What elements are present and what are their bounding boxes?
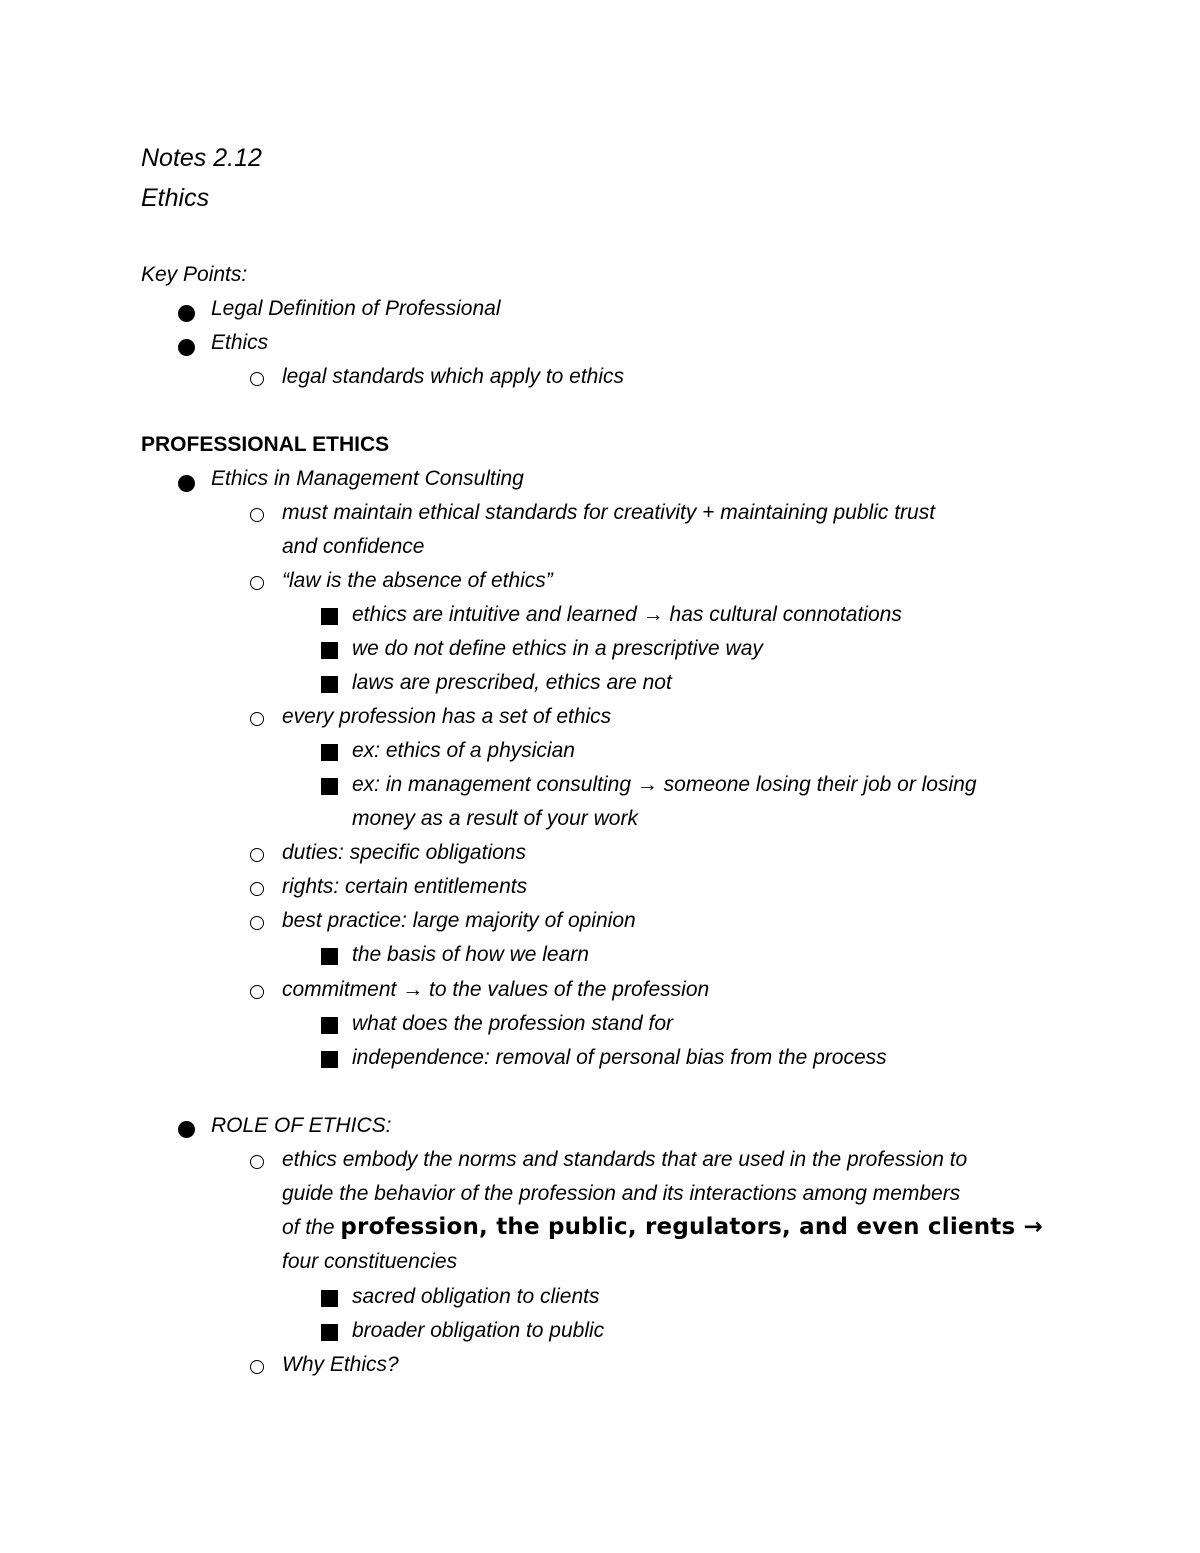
page-title: Notes 2.12 xyxy=(141,144,262,172)
square-bullet-icon xyxy=(321,608,338,625)
list-item: ROLE OF ETHICS: xyxy=(211,1114,392,1137)
square-bullet-icon xyxy=(321,778,338,795)
list-item: independence: removal of personal bias from the process xyxy=(352,1046,887,1069)
list-item-continuation: four constituencies xyxy=(282,1250,458,1273)
list-item: Why Ethics? xyxy=(282,1353,399,1376)
circle-bullet-icon xyxy=(250,508,264,522)
disc-bullet-icon xyxy=(178,475,195,492)
circle-bullet-icon xyxy=(250,848,264,862)
list-item: the basis of how we learn xyxy=(352,943,589,966)
square-bullet-icon xyxy=(321,676,338,693)
list-item-continuation: money as a result of your work xyxy=(352,807,638,830)
list-item-continuation: and confidence xyxy=(282,535,425,558)
circle-bullet-icon xyxy=(250,882,264,896)
circle-bullet-icon xyxy=(250,916,264,930)
page-subtitle: Ethics xyxy=(141,184,210,212)
square-bullet-icon xyxy=(321,1017,338,1034)
list-item: legal standards which apply to ethics xyxy=(282,365,625,388)
circle-bullet-icon xyxy=(250,1360,264,1374)
list-item: what does the profession stand for xyxy=(352,1012,674,1035)
list-item: sacred obligation to clients xyxy=(352,1285,600,1308)
list-item: every profession has a set of ethics xyxy=(282,705,612,728)
list-item: Legal Definition of Professional xyxy=(211,297,501,320)
list-item-continuation xyxy=(282,1214,1043,1241)
disc-bullet-icon xyxy=(178,339,195,356)
section-heading-professional-ethics: PROFESSIONAL ETHICS xyxy=(141,433,390,456)
list-item: ex: ethics of a physician xyxy=(352,739,575,762)
square-bullet-icon xyxy=(321,744,338,761)
circle-bullet-icon xyxy=(250,712,264,726)
list-item: must maintain ethical standards for creativity + maintaining public trust xyxy=(282,501,936,524)
inline-text: of the xyxy=(282,1216,335,1239)
square-bullet-icon xyxy=(321,1324,338,1341)
list-item: best practice: large majority of opinion xyxy=(282,909,636,932)
list-item: duties: specific obligations xyxy=(282,841,526,864)
list-item: ethics are intuitive and learned → has cultural connotations xyxy=(352,603,902,626)
circle-bullet-icon xyxy=(250,576,264,590)
list-item: broader obligation to public xyxy=(352,1319,605,1342)
list-item: “law is the absence of ethics” xyxy=(282,569,553,592)
square-bullet-icon xyxy=(321,1051,338,1068)
disc-bullet-icon xyxy=(178,305,195,322)
list-item: ethics embody the norms and standards that are used in the profession to xyxy=(282,1148,968,1171)
key-points-label: Key Points: xyxy=(141,263,248,286)
circle-bullet-icon xyxy=(250,1155,264,1169)
list-item: commitment → to the values of the profession xyxy=(282,978,710,1001)
list-item: laws are prescribed, ethics are not xyxy=(352,671,672,694)
list-item: rights: certain entitlements xyxy=(282,875,528,898)
list-item: we do not define ethics in a prescriptive way xyxy=(352,637,763,660)
disc-bullet-icon xyxy=(178,1121,195,1138)
list-item: ex: in management consulting → someone losing their job or losing xyxy=(352,773,977,796)
square-bullet-icon xyxy=(321,1290,338,1307)
square-bullet-icon xyxy=(321,948,338,965)
bold-emphasis-text: profession, the public, regulators, and even clients → xyxy=(340,1214,1044,1240)
list-item-continuation: guide the behavior of the profession and its interactions among members xyxy=(282,1182,961,1205)
list-item: Ethics in Management Consulting xyxy=(211,467,524,490)
list-item: Ethics xyxy=(211,331,269,354)
circle-bullet-icon xyxy=(250,372,264,386)
circle-bullet-icon xyxy=(250,985,264,999)
square-bullet-icon xyxy=(321,642,338,659)
